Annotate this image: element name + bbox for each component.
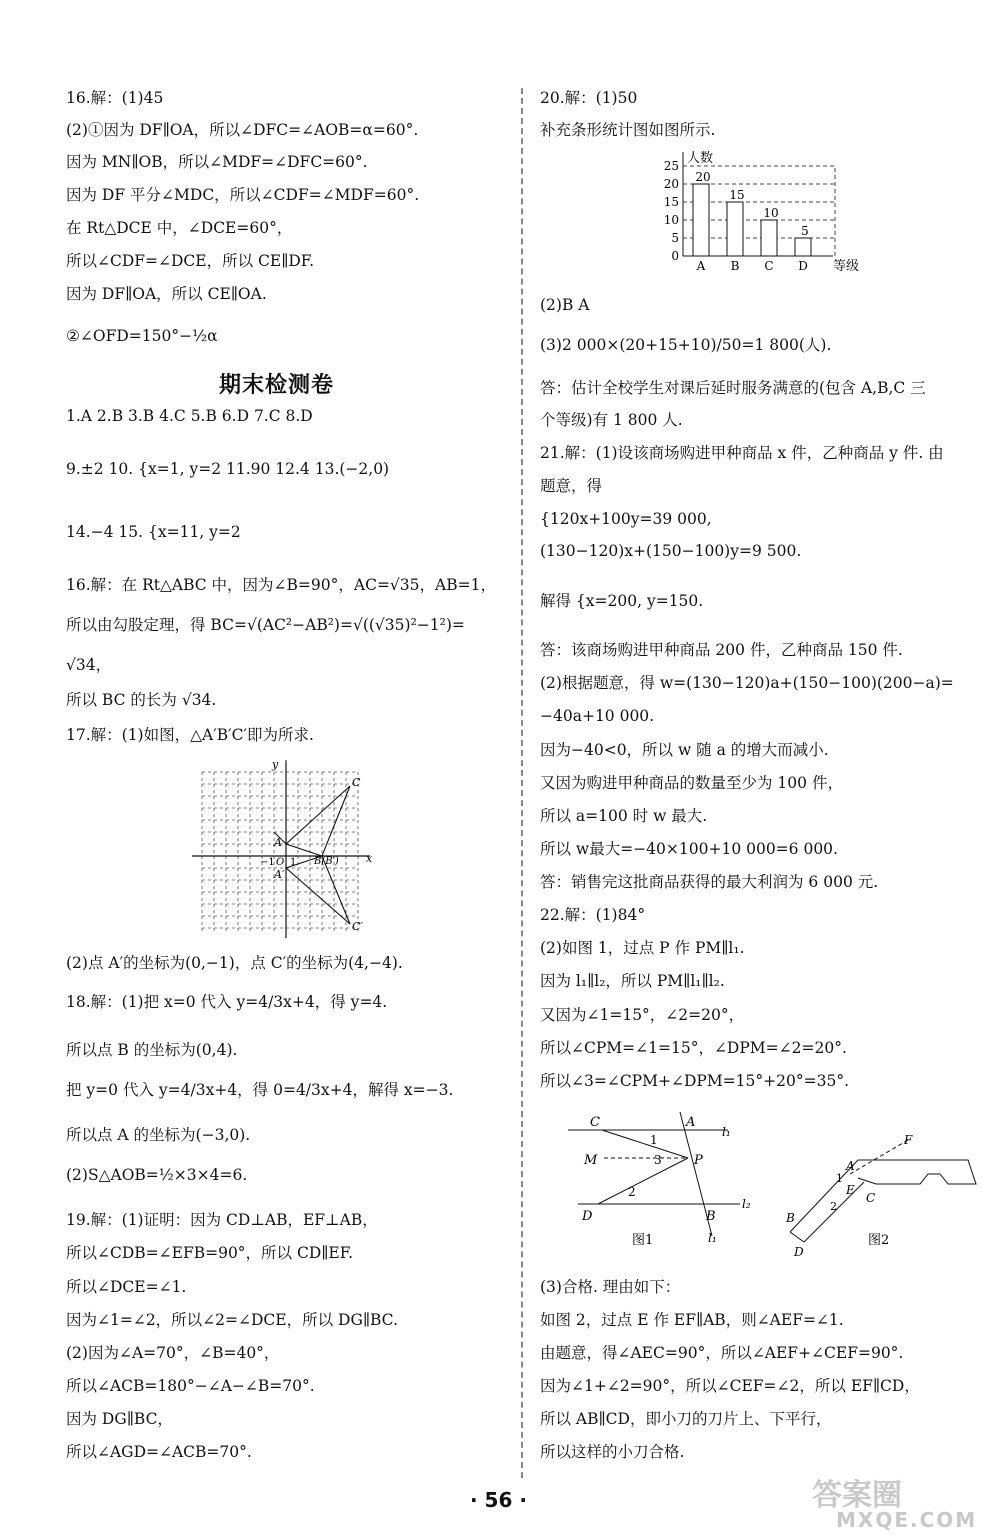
text-line: 题意，得 (540, 477, 603, 495)
svg-text:D: D (794, 1245, 804, 1259)
text-line: 21.解：(1)设该商场购进甲种商品 x 件，乙种商品 y 件. 由 (540, 444, 944, 462)
svg-text:3: 3 (654, 1153, 662, 1167)
data-label: 10 (763, 206, 779, 220)
text-line: (2)如图 1，过点 P 作 PM∥l₁. (540, 939, 745, 957)
figure-1 (560, 1108, 770, 1248)
text-line: 18.解：(1)把 x=0 代入 y=4/3x+4，得 y=4. (66, 993, 388, 1011)
svg-text:2: 2 (830, 1200, 837, 1213)
svg-text:B: B (786, 1211, 795, 1225)
y-tick-label: 15 (663, 195, 679, 209)
svg-text:2: 2 (628, 1185, 636, 1199)
svg-text:B(B′): B(B′) (314, 856, 339, 867)
svg-text:C′: C′ (352, 920, 363, 933)
bar (693, 184, 709, 256)
y-tick-label: 20 (663, 177, 679, 191)
text-line: 所以∠CDB=∠EFB=90°，所以 CD∥EF. (66, 1244, 354, 1262)
text-line: 所以 w最大=−40×100+10 000=6 000. (540, 840, 838, 858)
text-line: 答：估计全校学生对课后延时服务满意的(包含 A,B,C 三 (540, 379, 926, 397)
svg-text:C: C (590, 1115, 600, 1130)
text-line: 如图 2，过点 E 作 EF∥AB，则∠AEF=∠1. (540, 1311, 844, 1329)
svg-text:l₁: l₁ (708, 1231, 717, 1245)
text-line: 因为∠1=∠2，所以∠2=∠DCE，所以 DG∥BC. (66, 1311, 398, 1329)
text-line: (2)①因为 DF∥OA，所以∠DFC=∠AOB=α=60°. (66, 121, 419, 139)
svg-text:M: M (584, 1153, 598, 1168)
text-line: 9.±2 10. {x=1, y=2 11.90 12.4 13.(−2,0) (66, 460, 390, 478)
svg-text:A: A (846, 1159, 855, 1173)
svg-text:l₁: l₁ (722, 1125, 731, 1139)
text-line: 20.解：(1)50 (540, 89, 638, 107)
text-line: ②∠OFD=150°−½α (66, 327, 218, 345)
text-line: 所以这样的小刀合格. (540, 1443, 685, 1461)
text-line: 所以∠ACB=180°−∠A−∠B=70°. (66, 1377, 315, 1395)
svg-text:O: O (276, 857, 285, 868)
data-label: 20 (695, 170, 711, 184)
text-line: 所以由勾股定理，得 BC=√(AC²−AB²)=√((√35)²−1²)= (66, 616, 465, 634)
x-tick-label: B (730, 259, 740, 273)
svg-text:C: C (352, 776, 361, 789)
text-line: 因为 DF∥OA，所以 CE∥OA. (66, 285, 267, 303)
text-line: (3)2 000×(20+15+10)/50=1 800(人). (540, 336, 832, 354)
x-tick-label: C (764, 259, 774, 273)
text-line: 在 Rt△DCE 中，∠DCE=60°， (66, 219, 293, 237)
svg-text:B: B (706, 1209, 716, 1224)
column-separator (521, 88, 523, 1478)
y-tick-label: 25 (663, 159, 679, 173)
text-line: 又因为购进甲种商品的数量至少为 100 件， (540, 774, 843, 792)
text-line: 所以点 B 的坐标为(0,4). (66, 1041, 238, 1059)
text-line: 所以∠DCE=∠1. (66, 1278, 187, 1296)
text-line: 因为 MN∥OB，所以∠MDF=∠DFC=60°. (66, 153, 368, 171)
text-line: {120x+100y=39 000, (540, 510, 712, 528)
svg-text:A′: A′ (274, 868, 285, 881)
y-axis-title: 人数 (687, 151, 714, 166)
text-line: 16.解：(1)45 (66, 89, 164, 107)
y-tick-label: 10 (663, 213, 679, 227)
fig2-label: 图2 (868, 1233, 890, 1248)
text-line: (130−120)x+(150−100)y=9 500. (540, 542, 802, 560)
text-line: 14.−4 15. {x=11, y=2 (66, 523, 241, 541)
text-line: 22.解：(1)84° (540, 906, 646, 924)
svg-text:A: A (686, 1115, 696, 1130)
fig1-label: 图1 (632, 1233, 654, 1248)
text-line: −40a+10 000. (540, 707, 655, 725)
svg-text:E: E (846, 1183, 855, 1197)
text-line: (2)根据题意，得 w=(130−120)a+(150−100)(200−a)= (540, 674, 954, 692)
watermark-top: 答案圈 (812, 1478, 902, 1513)
text-line: 19.解：(1)证明：因为 CD⊥AB，EF⊥AB， (66, 1211, 378, 1229)
x-tick-label: D (798, 259, 808, 273)
svg-text:1: 1 (290, 857, 297, 868)
text-line: 所以 a=100 时 w 最大. (540, 807, 708, 825)
text-line: 由题意，得∠AEC=90°，所以∠AEF+∠CEF=90°. (540, 1344, 904, 1362)
text-line: 17.解：(1)如图，△A′B′C′即为所求. (66, 726, 314, 744)
svg-text:A: A (274, 836, 282, 849)
svg-text:1: 1 (836, 1172, 843, 1185)
svg-text:−1: −1 (260, 857, 275, 868)
text-line: (2)S△AOB=½×3×4=6. (66, 1166, 248, 1184)
text-line: 16.解：在 Rt△ABC 中，因为∠B=90°，AC=√35，AB=1， (66, 576, 496, 594)
text-line: 所以点 A 的坐标为(−3,0). (66, 1126, 251, 1144)
text-line: 所以∠CDF=∠DCE，所以 CE∥DF. (66, 252, 315, 270)
text-line: 答：该商场购进甲种商品 200 件，乙种商品 150 件. (540, 641, 903, 659)
text-line: (3)合格. 理由如下： (540, 1278, 681, 1296)
svg-text:P: P (694, 1153, 703, 1168)
data-label: 5 (801, 224, 809, 238)
svg-text:x: x (366, 852, 373, 865)
text-line: 答：销售完这批商品获得的最大利润为 6 000 元. (540, 873, 879, 891)
svg-text:y: y (272, 758, 279, 771)
watermark-bottom: MXQE.COM (836, 1508, 978, 1532)
figure-2 (780, 1130, 980, 1260)
text-line: (2)B A (540, 296, 590, 314)
text-line: 因为 DF 平分∠MDC，所以∠CDF=∠MDF=60°. (66, 186, 420, 204)
text-line: 因为 l₁∥l₂，所以 PM∥l₁∥l₂. (540, 972, 725, 990)
text-line: (2)因为∠A=70°，∠B=40°， (66, 1344, 280, 1362)
text-line: 因为 DG∥BC， (66, 1410, 173, 1428)
text-line: 因为∠1+∠2=90°，所以∠CEF=∠2，所以 EF∥CD， (540, 1377, 920, 1395)
section-title: 期末检测卷 (219, 373, 335, 398)
svg-text:1: 1 (650, 1133, 658, 1147)
text-line: √34， (66, 656, 112, 674)
text-line: 解得 {x=200, y=150. (540, 592, 704, 610)
text-line: 所以∠CPM=∠1=15°，∠DPM=∠2=20°. (540, 1039, 847, 1057)
x-tick-label: A (696, 259, 706, 273)
x-axis-title: 等级 (833, 259, 860, 274)
y-tick-label: 0 (671, 249, 679, 263)
text-line: (2)点 A′的坐标为(0,−1)，点 C′的坐标为(4,−4). (66, 954, 403, 972)
text-line: 所以∠3=∠CPM+∠DPM=15°+20°=35°. (540, 1072, 849, 1090)
bar (727, 202, 743, 256)
text-line: 所以 BC 的长为 √34. (66, 691, 217, 709)
text-line: 把 y=0 代入 y=4/3x+4，得 0=4/3x+4，解得 x=−3. (66, 1081, 454, 1099)
bar-chart (655, 150, 860, 280)
text-line: 又因为∠1=15°，∠2=20°， (540, 1006, 745, 1024)
text-line: 补充条形统计图如图所示. (540, 121, 716, 139)
y-tick-label: 5 (671, 231, 679, 245)
bar (761, 220, 777, 256)
text-line: 个等级)有 1 800 人. (540, 411, 683, 429)
coordinate-figure (190, 758, 380, 940)
svg-text:F: F (904, 1133, 913, 1147)
text-line: 所以∠AGD=∠ACB=70°. (66, 1443, 252, 1461)
bar (795, 238, 811, 256)
data-label: 15 (729, 188, 745, 202)
svg-text:C: C (866, 1191, 876, 1205)
text-line: 1.A 2.B 3.B 4.C 5.B 6.D 7.C 8.D (66, 407, 313, 425)
svg-text:l₂: l₂ (742, 1197, 751, 1211)
svg-text:D: D (582, 1209, 593, 1224)
text-line: 所以 AB∥CD，即小刀的刀片上、下平行， (540, 1410, 832, 1428)
text-line: 因为−40<0，所以 w 随 a 的增大而减小. (540, 741, 829, 759)
page-number: · 56 · (470, 1488, 527, 1512)
